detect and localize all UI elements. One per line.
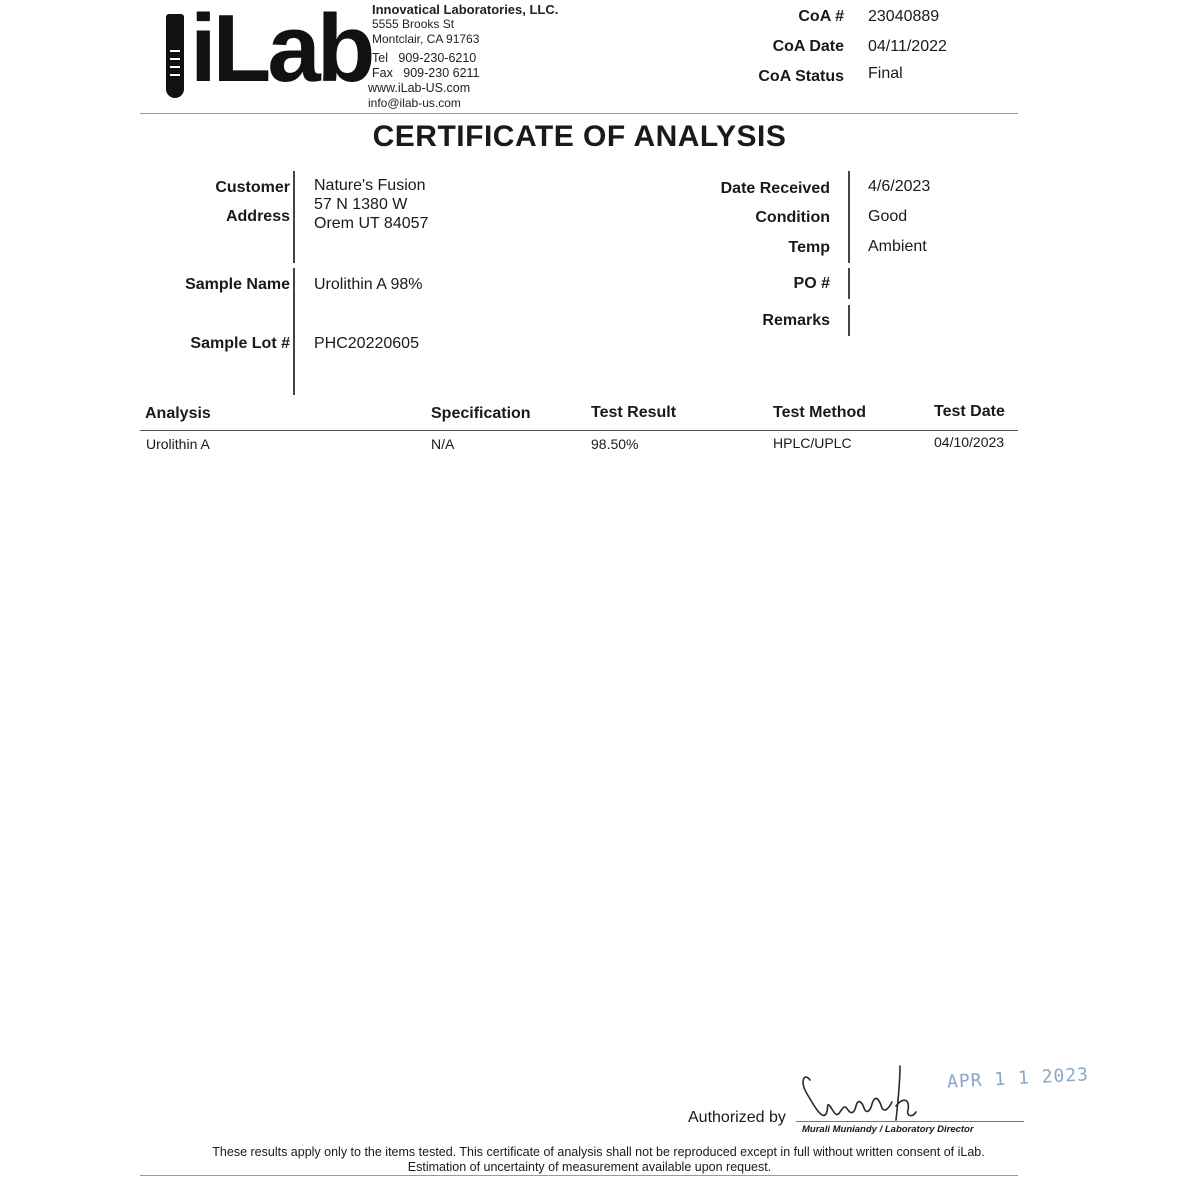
sample-divider bbox=[293, 268, 295, 395]
lab-tel: Tel 909-230-6210 bbox=[372, 51, 477, 65]
footer-disclaimer: These results apply only to the items tested. This certificate of analysis shall not be reproduced except in full without written consent of iLab. bbox=[212, 1145, 985, 1159]
received-date-stamp: APR 1 1 2023 bbox=[946, 1064, 1090, 1093]
lab-city: Montclair, CA 91763 bbox=[372, 32, 480, 46]
header-test-result: Test Result bbox=[591, 404, 677, 421]
sample-lot-label: Sample Lot # bbox=[190, 335, 290, 352]
header-divider bbox=[140, 113, 1018, 114]
cell-specification: N/A bbox=[431, 436, 455, 452]
signature-image bbox=[796, 1062, 926, 1124]
signer-name: Murali Muniandy / Laboratory Director bbox=[802, 1124, 974, 1135]
header-test-date: Test Date bbox=[934, 403, 1005, 420]
ilab-logo bbox=[164, 0, 372, 102]
customer-label: Customer bbox=[215, 179, 290, 196]
coa-number: 23040889 bbox=[868, 8, 940, 25]
sample-lot: PHC20220605 bbox=[314, 335, 419, 352]
coa-date: 04/11/2022 bbox=[868, 38, 947, 55]
date-received-label: Date Received bbox=[720, 180, 830, 197]
lab-name: Innovatical Laboratories, LLC. bbox=[372, 2, 559, 17]
cell-test-date: 04/10/2023 bbox=[934, 434, 1005, 450]
cell-analysis: Urolithin A bbox=[146, 436, 210, 452]
header-specification: Specification bbox=[431, 405, 531, 422]
lab-email: info@ilab-us.com bbox=[368, 96, 461, 110]
cell-test-method: HPLC/UPLC bbox=[773, 435, 852, 451]
condition: Good bbox=[868, 208, 908, 225]
cell-test-result: 98.50% bbox=[591, 436, 639, 452]
customer-address-line1: 57 N 1380 W bbox=[314, 196, 408, 213]
remarks-label: Remarks bbox=[762, 312, 830, 329]
coa-number-label: CoA # bbox=[798, 8, 844, 25]
sample-name-label: Sample Name bbox=[185, 276, 290, 293]
lab-fax: Fax 909-230 6211 bbox=[372, 66, 480, 80]
table-header-divider bbox=[140, 430, 1018, 431]
coa-status: Final bbox=[868, 65, 903, 82]
footer-divider bbox=[140, 1175, 1018, 1176]
lab-street: 5555 Brooks St bbox=[372, 17, 455, 31]
remarks-divider bbox=[848, 305, 850, 336]
temp: Ambient bbox=[868, 238, 927, 255]
temp-label: Temp bbox=[788, 239, 830, 256]
test-tube-icon bbox=[166, 14, 184, 98]
date-received: 4/6/2023 bbox=[868, 178, 931, 195]
document-title: CERTIFICATE OF ANALYSIS bbox=[372, 120, 787, 153]
customer-name: Nature's Fusion bbox=[314, 177, 426, 194]
customer-divider bbox=[293, 171, 295, 263]
footer-uncertainty: Estimation of uncertainty of measurement available upon request. bbox=[407, 1160, 772, 1174]
logo-text: iLab bbox=[190, 0, 372, 102]
po-label: PO # bbox=[793, 275, 830, 292]
lab-contact-block bbox=[368, 2, 559, 111]
lab-website: www.iLab-US.com bbox=[368, 81, 471, 95]
address-label: Address bbox=[225, 208, 290, 225]
coa-status-label: CoA Status bbox=[758, 68, 844, 85]
condition-label: Condition bbox=[755, 209, 830, 226]
header-test-method: Test Method bbox=[773, 404, 867, 421]
po-divider bbox=[848, 268, 850, 299]
header-analysis: Analysis bbox=[145, 405, 211, 422]
authorized-by-label: Authorized by bbox=[688, 1109, 786, 1126]
receipt-divider bbox=[848, 171, 850, 263]
customer-address-line2: Orem UT 84057 bbox=[314, 215, 429, 232]
sample-name: Urolithin A 98% bbox=[314, 276, 423, 293]
coa-date-label: CoA Date bbox=[772, 38, 844, 55]
signature-line bbox=[796, 1121, 1024, 1122]
